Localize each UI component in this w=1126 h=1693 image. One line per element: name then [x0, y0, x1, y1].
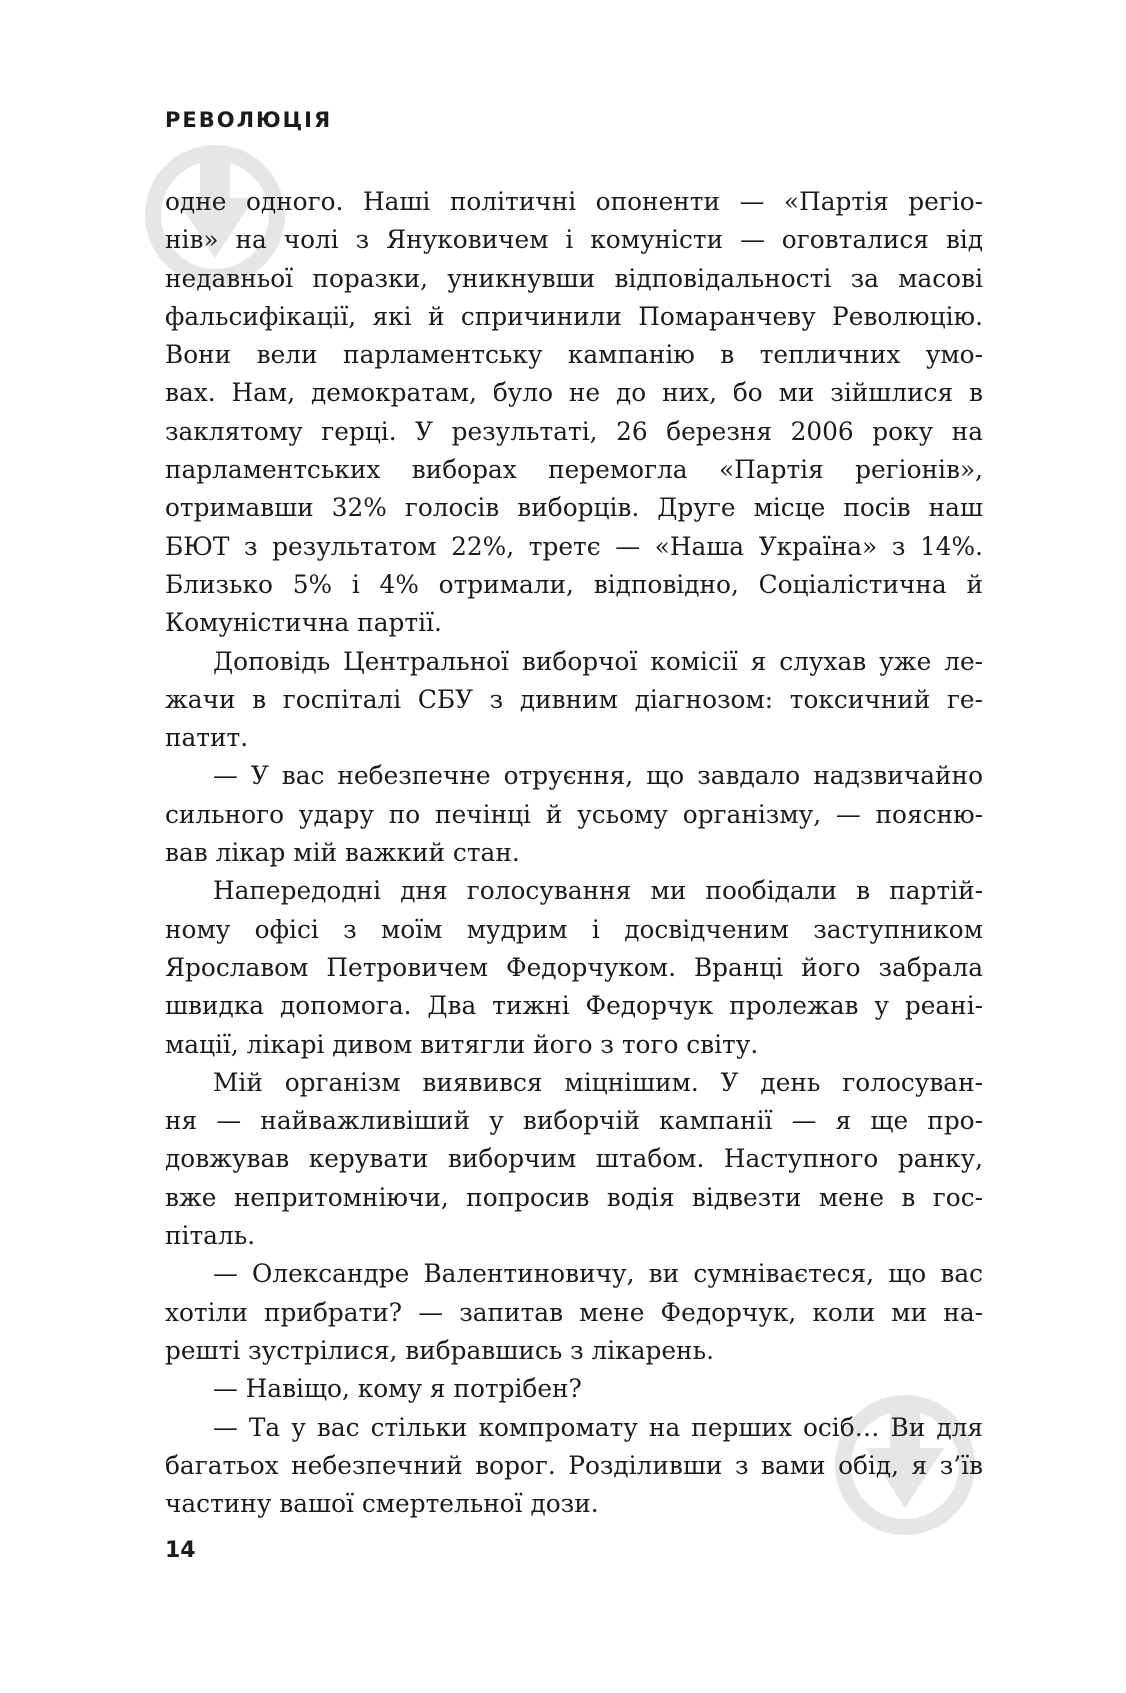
text-line: ня — найважливіший у виборчій кампанії — я ще про- — [165, 1106, 983, 1136]
text-line: сильного удару по печінці й усьому організму, — поясню- — [165, 799, 983, 829]
text-line: отримавши 32% голосів виборців. Друге місце посів наш — [165, 493, 983, 523]
text-line: нів» на чолі з Януковичем і комуністи — оговталися від — [165, 225, 983, 255]
text-line: швидка допомога. Два тижні Федорчук пролежав у реані- — [165, 991, 983, 1021]
text-line: заклятому герці. У результаті, 26 березня 2006 року на — [165, 416, 983, 446]
text-line: фальсифікації, які й спричинили Помаранчеву Революцію. — [165, 301, 983, 331]
text-line: Ярославом Петровичем Федорчуком. Вранці його забрала — [165, 952, 983, 982]
text-line: Мій організм виявився міцнішим. У день голосуван- — [213, 1067, 983, 1097]
text-line: одне одного. Наші політичні опоненти — «Партія регіо- — [165, 187, 983, 216]
text-line: Вони вели парламентську кампанію в тепличних умо- — [165, 340, 983, 370]
text-line: піталь. — [165, 1221, 256, 1251]
text-line: патит. — [165, 723, 249, 753]
body-text — [165, 183, 983, 1523]
text-line: вав лікар мій важкий стан. — [165, 838, 520, 868]
text-line: — У вас небезпечне отруєння, що завдало надзвичайно — [213, 761, 983, 791]
text-line: ному офісі з моїм мудрим і досвідченим заступником — [165, 914, 983, 944]
text-line: — Навіщо, кому я потрібен? — [213, 1374, 582, 1404]
text-line: вах. Нам, демократам, було не до них, бо ми зійшлися в — [165, 378, 983, 408]
running-head: РЕВОЛЮЦІЯ — [165, 108, 333, 132]
page-number: 14 — [165, 1538, 196, 1563]
text-line: недавньої поразки, уникнувши відповідальності за масові — [165, 263, 983, 293]
text-line: частину вашої смертельної дози. — [165, 1489, 599, 1519]
text-line: багатьох небезпечний ворог. Розділивши з вами обід, я з’їв — [165, 1450, 983, 1480]
text-line: БЮТ з результатом 22%, третє — «Наша Україна» з 14%. — [165, 531, 983, 561]
text-line: вже непритомніючи, попросив водія відвезти мене в гос- — [165, 1182, 983, 1212]
text-line: решті зустрілися, вибравшись з лікарень. — [165, 1335, 714, 1365]
text-line: Близько 5% і 4% отримали, відповідно, Соціалістична й — [165, 569, 983, 599]
text-line: парламентських виборах перемогла «Партія регіонів», — [165, 455, 983, 485]
text-line: Комуністична партії. — [165, 608, 442, 638]
text-line: Напередодні дня голосування ми пообідали в партій- — [213, 876, 983, 906]
text-line: Доповідь Центральної виборчої комісії я слухав уже ле- — [213, 646, 983, 676]
text-line: мації, лікарі дивом витягли його з того світу. — [165, 1029, 759, 1059]
text-line: жачи в госпіталі СБУ з дивним діагнозом: токсичний ге- — [165, 684, 983, 714]
text-line: хотіли прибрати? — запитав мене Федорчук, коли ми на- — [165, 1297, 983, 1327]
text-line: — Олександре Валентиновичу, ви сумніваєтеся, що вас — [213, 1259, 983, 1289]
text-line: — Та у вас стільки компромату на перших осіб… Ви для — [213, 1412, 983, 1442]
text-line: довжував керувати виборчим штабом. Наступного ранку, — [165, 1144, 983, 1174]
